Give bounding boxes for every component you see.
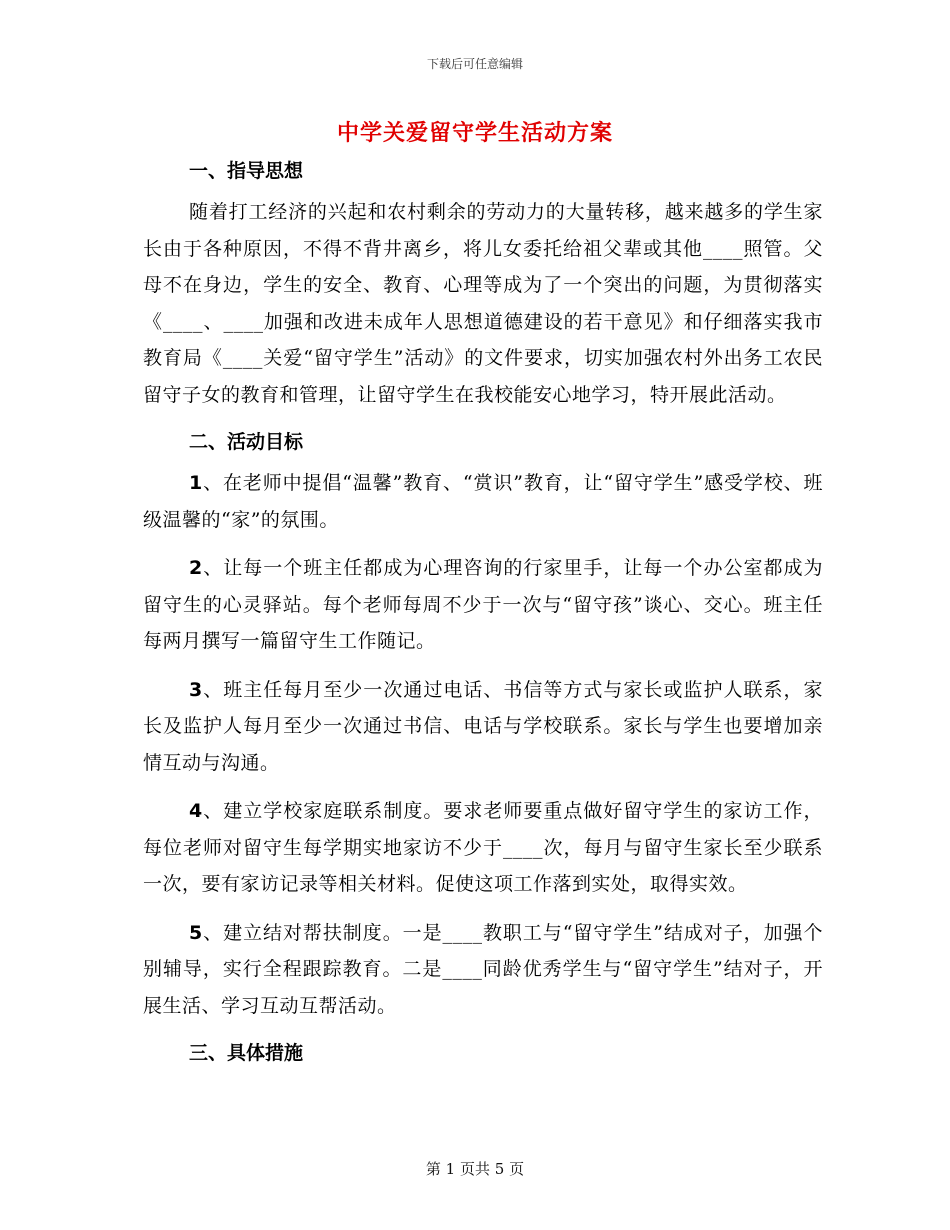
- goal-item-4: [143, 793, 823, 903]
- goal-item-number: 4: [189, 800, 203, 822]
- goal-item-text: 、班主任每月至少一次通过电话、书信等方式与家长或监护人联系，家长及监护人每月至少一次通过书信、电话与学校联系。家长与学生也要增加亲情互动与沟通。: [143, 678, 823, 774]
- goal-item-text: 、建立结对帮扶制度。一是____教职工与“留守学生”结成对子，加强个别辅导，实行全程跟踪教育。二是____同龄优秀学生与“留守学生”结对子，开展生活、学习互动互帮活动。: [143, 921, 823, 1017]
- goal-item-2: [143, 550, 823, 660]
- goal-item-number: 1: [189, 472, 203, 494]
- goal-item-1: [143, 465, 823, 538]
- document-body: [143, 150, 823, 1076]
- goal-item-text: 、让每一个班主任都成为心理咨询的行家里手，让每一个办公室都成为留守生的心灵驿站。每个老师每周不少于一次与“留守孩”谈心、交心。班主任每两月撰写一篇留守生工作随记。: [143, 557, 823, 652]
- section-1-paragraph: 随着打工经济的兴起和农村剩余的劳动力的大量转移，越来越多的学生家长由于各种原因，不得不背井离乡，将儿女委托给祖父辈或其他____照管。父母不在身边，学生的安全、教育、心理等成为了一个突出的问题，为贯彻落实《____、____加强和改进未成年人思想道德建设的若干意见》和仔细落实我市教育局《____关爱“留守学生”活动》的文件要求，切实加强农村外出务工农民留守子女的教育和管理，让留守学生在我校能安心地学习，特开展此活动。: [143, 201, 823, 406]
- goal-item-number: 3: [189, 678, 203, 701]
- section-heading-3: 三、具体措施: [189, 1042, 304, 1064]
- goal-item-number: 2: [189, 557, 203, 579]
- page-footer-number: 第 1 页共 5 页: [425, 1160, 525, 1178]
- section-heading-2: 二、活动目标: [189, 431, 304, 453]
- page-header-note: 下载后可任意编辑: [426, 57, 523, 71]
- goal-item-3: [143, 672, 823, 782]
- goal-item-5: [143, 915, 823, 1025]
- goal-item-text: 、在老师中提倡“温馨”教育、“赏识”教育，让“留守学生”感受学校、班级温馨的“家”的氛围。: [143, 472, 823, 531]
- goal-item-number: 5: [189, 921, 203, 944]
- section-heading-1: 一、指导思想: [189, 160, 304, 182]
- goal-item-text: 、建立学校家庭联系制度。要求老师要重点做好留守学生的家访工作，每位老师对留守生每学期实地家访不少于____次，每月与留守生家长至少联系一次，要有家访记录等相关材料。促使这项工作落到实处，取得实效。: [143, 800, 823, 895]
- document-title: 中学关爱留守学生活动方案: [336, 120, 613, 146]
